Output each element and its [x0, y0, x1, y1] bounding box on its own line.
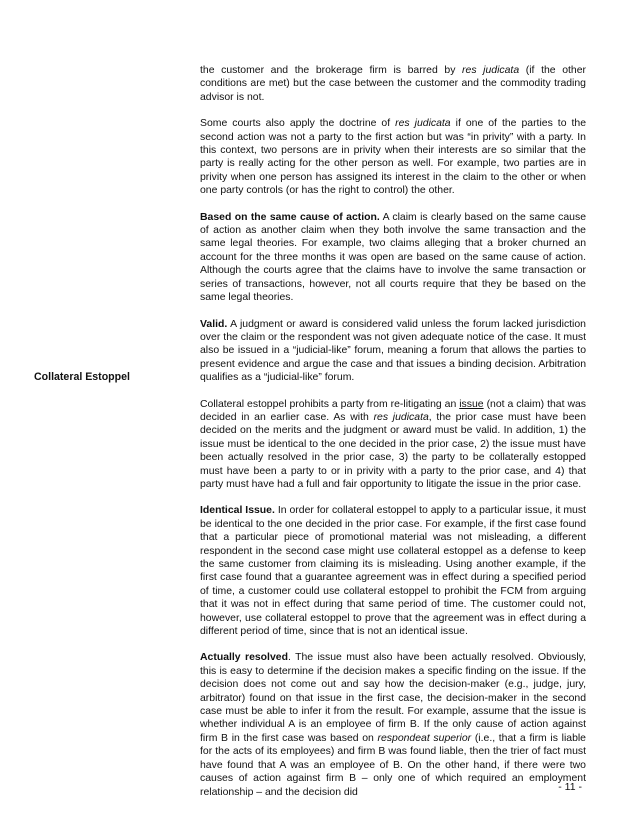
- page-number: - 11 -: [558, 781, 582, 793]
- text-run: . The issue must also have been actually resolved. Obviously, this is easy to determine if the decision makes a specific finding on the issue. If the decision does not come out and say how the decision-maker (e.g., judge, jury, arbitrator) found on that issue in the first case, the decision-maker in the second case must be able to infer it from the result. For example, assume that the issue is whether individual A is an employee of firm B. If the only cause of action against firm B in the first case was based on: [200, 652, 586, 744]
- run-in-heading: Based on the same cause of action.: [200, 211, 380, 223]
- run-in-heading: Actually resolved: [200, 652, 288, 664]
- text-run: A judgment or award is considered valid unless the forum lacked jurisdiction over the claim or the respondent was not given adequate notice of the case. It must also be issued in a “judicial-like” forum, meaning a forum that allows the parties to present evidence and argue the case and that issues a binding decision. Arbitration qualifies as a “judicial-like” forum.: [200, 318, 586, 384]
- text-run: if one of the parties to the second action was not a party to the first action but was “in privity” with a party. In this context, two persons are in privity when their interests are so similar that the party is really acting for the other person as well. For example, two parties are in privity when one person has assigned its interest in the claim to the other or when one party controls (or has the right to control) the other.: [200, 118, 587, 197]
- run-in-heading: Valid.: [200, 318, 228, 330]
- side-heading-collateral-estoppel: Collateral Estoppel: [34, 371, 130, 383]
- italic-term: res judicata: [395, 118, 451, 130]
- paragraph-actually-resolved: [200, 651, 586, 798]
- italic-term: res judicata: [373, 411, 429, 423]
- paragraph-collateral-estoppel-intro: [200, 398, 586, 492]
- paragraph-privity: [200, 117, 586, 197]
- text-run: In order for collateral estoppel to apply to a particular issue, it must be identical to the one decided in the prior case. For example, if the first case found that a particular piece of promotional material was not misleading, a different respondent in the second case might use collateral estoppel as a defense to keep the same customer from claiming its is misleading. Using another example, if the first case found that a guarantee agreement was in effect during a specified period of time, a customer could use collateral estoppel to prohibit the FCM from arguing that it was not in effect during that same period of time. The customer could not, however, use collateral estoppel to prove that the agreement was in effect during a different period of time, since that is not an identical issue.: [200, 505, 586, 638]
- underlined-term: issue: [459, 398, 484, 410]
- paragraph-same-cause-of-action: [200, 211, 586, 305]
- italic-term: res judicata: [462, 65, 520, 76]
- text-run: (if the other conditions are met) but the case between the customer and the commodity trading advisor is not.: [200, 65, 586, 103]
- text-run: A claim is clearly based on the same cause of action as another claim when they both involve the same transaction and the same legal theories. For example, two claims alleging that a broker churned an account for the three months it was open are based on the same cause of action. Although the courts agree that the claims have to involve the same transaction or series of transactions, however, not all courts require that they be based on the same legal theories.: [200, 211, 586, 304]
- text-run: (not a claim) that was decided in an earlier case. As with: [200, 398, 587, 423]
- text-run: Some courts also apply the doctrine of: [200, 118, 396, 130]
- text-run: the customer and the brokerage firm is barred by: [200, 65, 463, 76]
- run-in-heading: Identical Issue.: [200, 505, 275, 517]
- paragraph-identical-issue: [200, 504, 586, 638]
- main-text-column: [200, 64, 586, 812]
- paragraph-valid: [200, 318, 586, 385]
- italic-term: respondeat superior: [377, 732, 472, 744]
- text-run: Collateral estoppel prohibits a party from re-litigating an: [200, 398, 460, 410]
- paragraph-res-judicata-continuation: [200, 64, 586, 104]
- text-run: , the prior case must have been decided on the merits and the judgment or award must be valid. In addition, 1) the issue must be identical to the one decided in the prior case, 2) the issue must have been actually resolved in the prior case, 3) the party to be collaterally estopped must have been a party to or in privity with a party to the prior case, and 4) that party must have had a full and fair opportunity to litigate the issue in the prior case.: [200, 411, 586, 490]
- text-run: (i.e., that a firm is liable for the acts of its employees) and firm B was found liable, then the trier of fact must have found that A was an employee of B. On the other hand, if there were two causes of action against firm B – only one of which required an employment relationship – and the decision did: [200, 732, 586, 798]
